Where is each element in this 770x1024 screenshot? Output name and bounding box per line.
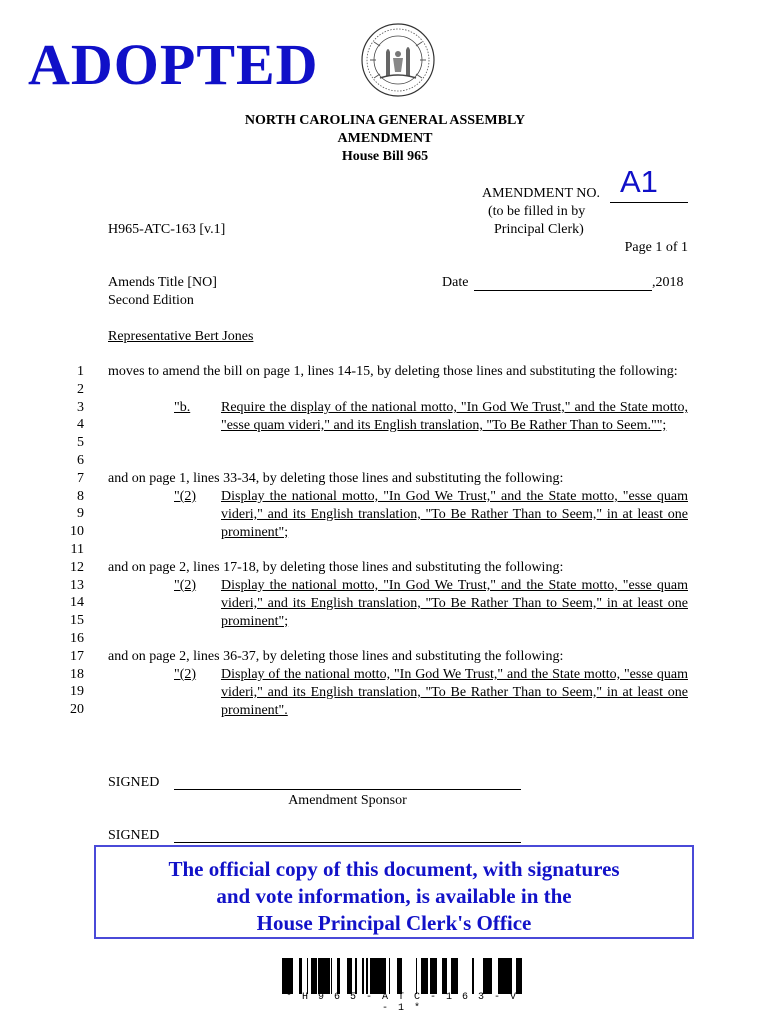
signed-label-2: SIGNED [108,828,160,843]
amendment-note-2: Principal Clerk) [494,222,584,237]
amendment-item-4 [108,666,688,720]
intro-paragraph: moves to amend the bill on page 1, lines 14-15, by deleting those lines and substituting the following: [108,364,678,379]
amendment-item-1 [108,399,688,453]
amendment-number-line [610,202,688,203]
notice-line-3: House Principal Clerk's Office [256,911,532,935]
paragraph-2: and on page 1, lines 33-34, by deleting those lines and substituting the following: [108,471,564,486]
item-text: Display the national motto, "In God We Trust," and the State motto, "esse quam videri," and its English translation, "To Be Rather Than to Seem," in at least one prominent"; [221,578,688,629]
amendment-item-2 [108,488,688,542]
date-year: ,2018 [652,275,684,290]
amendment-number: A1 [620,164,658,199]
amendment-item-3 [108,577,688,631]
bill-heading: House Bill 965 [341,149,429,164]
adopted-stamp: ADOPTED [28,32,319,97]
item-number: "b. [174,400,191,415]
date-label: Date [442,275,469,290]
signature-line-1 [174,789,521,790]
official-copy-notice [94,845,694,939]
item-text: Require the display of the national motto, "In God We Trust," and the State motto, "esse quam videri," and its English translation, "To Be Rather Than to Seem.""; [221,400,688,433]
item-text: Display of the national motto, "In God We Trust," and the State motto, "esse quam videri," and its English translation, "To Be Rather Than to Seem," in at least one prominent". [221,667,688,718]
signature-line-2 [174,842,521,843]
amendment-note-1: (to be filled in by [488,204,586,219]
barcode-icon [282,958,522,994]
item-text: Display the national motto, "In God We Trust," and the State motto, "esse quam videri," and its English translation, "To Be Rather Than to Seem," in at least one prominent"; [221,489,688,540]
edition: Second Edition [108,293,194,308]
notice-line-1: The official copy of this document, with signatures [168,857,620,881]
amends-title: Amends Title [NO] [108,275,217,290]
amendment-code: H965-ATC-163 [v.1] [108,222,226,237]
paragraph-4: and on page 2, lines 36-37, by deleting those lines and substituting the following: [108,649,564,664]
document-type-heading: AMENDMENT [337,131,433,146]
line-numbers: 1 2 3 4 5 6 7 8 9 10 11 12 13 14 15 16 17 18 19 20 [70,364,84,718]
page-indicator: Page 1 of 1 [624,240,688,255]
date-line [474,290,652,291]
assembly-heading: NORTH CAROLINA GENERAL ASSEMBLY [244,113,526,128]
item-number: "(2) [174,667,197,682]
sponsor-caption: Amendment Sponsor [288,793,407,808]
sponsor-name: Representative Bert Jones [108,329,254,344]
state-seal-icon [360,22,436,98]
item-number: "(2) [174,489,197,504]
barcode-text: * H 9 6 5 - A T C - 1 6 3 - V - 1 * [285,992,519,1014]
paragraph-3: and on page 2, lines 17-18, by deleting those lines and substituting the following: [108,560,564,575]
amendment-number-label: AMENDMENT NO. [482,186,600,201]
notice-line-2: and vote information, is available in the [216,884,572,908]
item-number: "(2) [174,578,197,593]
signed-label-1: SIGNED [108,775,160,790]
